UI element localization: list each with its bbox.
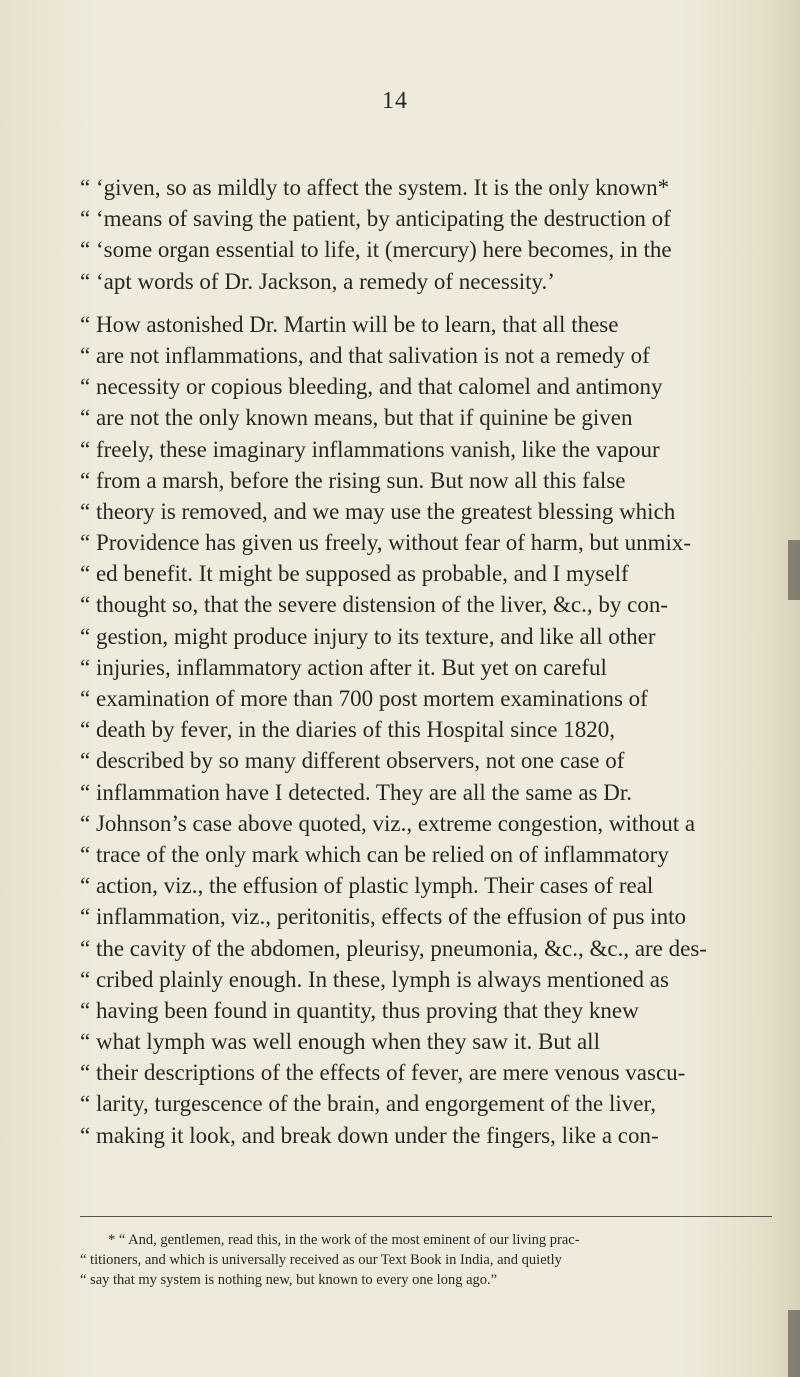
text-line: “ cribed plainly enough. In these, lymph is always mentioned as	[80, 966, 669, 992]
text-line: “ thought so, that the severe distension of the liver, &c., by con-	[80, 592, 668, 618]
text-line: “ gestion, might produce injury to its texture, and like all other	[80, 623, 656, 649]
text-line: “ from a marsh, before the rising sun. But now all this false	[80, 467, 626, 493]
text-line: “ necessity or copious bleeding, and that calomel and antimony	[80, 374, 663, 400]
text-line: “ Providence has given us freely, without fear of harm, but unmix-	[80, 530, 692, 556]
text-line: “ ‘some organ essential to life, it (mercury) here becomes, in the	[80, 237, 672, 263]
text-line: “ making it look, and break down under the fingers, like a con-	[80, 1122, 659, 1148]
text-line: “ examination of more than 700 post mortem examinations of	[80, 686, 648, 711]
footnote-line: “ titioners, and which is universally received as our Text Book in India, and quietly	[80, 1252, 562, 1268]
text-line: “ described by so many different observers, not one case of	[80, 748, 625, 774]
text-line: “ theory is removed, and we may use the greatest blessing which	[80, 498, 676, 524]
text-line: “ are not the only known means, but that if quinine be given	[80, 405, 633, 431]
text-line: “ ed benefit. It might be supposed as probable, and I myself	[80, 561, 629, 587]
text-line: “ action, viz., the effusion of plastic lymph. Their cases of real	[80, 873, 654, 899]
text-line: “ ‘apt words of Dr. Jackson, a remedy of necessity.’	[80, 268, 555, 294]
body-text	[80, 172, 772, 1151]
page-edge-shadow	[788, 1310, 800, 1377]
text-line: “ freely, these imaginary inflammations vanish, like the vapour	[80, 436, 660, 462]
footnote	[80, 1230, 772, 1290]
text-line: “ death by fever, in the diaries of this Hospital since 1820,	[80, 717, 615, 743]
text-line: “ How astonished Dr. Martin will be to learn, that all these	[80, 311, 619, 337]
footnote-line: “ say that my system is nothing new, but known to every one long ago.”	[80, 1272, 498, 1288]
text-line: “ Johnson’s case above quoted, viz., extreme congestion, without a	[80, 810, 696, 836]
text-line: “ ‘means of saving the patient, by anticipating the destruction of	[80, 206, 671, 232]
text-line: “ ‘given, so as mildly to affect the system. It is the only known*	[80, 175, 670, 200]
text-line: “ having been found in quantity, thus proving that they knew	[80, 997, 639, 1023]
text-line: “ their descriptions of the effects of fever, are mere venous vascu-	[80, 1060, 686, 1086]
page-number: 14	[382, 88, 408, 114]
text-line: “ the cavity of the abdomen, pleurisy, pneumonia, &c., &c., are des-	[80, 935, 707, 961]
text-line: “ larity, turgescence of the brain, and engorgement of the liver,	[80, 1091, 656, 1117]
footnote-divider	[80, 1216, 772, 1217]
text-line: “ are not inflammations, and that salivation is not a remedy of	[80, 342, 650, 368]
footnote-line: * “ And, gentlemen, read this, in the work of the most eminent of our living prac-	[108, 1232, 580, 1248]
text-line: “ inflammation, viz., peritonitis, effects of the effusion of pus into	[80, 904, 686, 930]
text-line: “ trace of the only mark which can be relied on of inflammatory	[80, 841, 669, 867]
text-line: “ what lymph was well enough when they saw it. But all	[80, 1029, 600, 1055]
page-edge-shadow	[788, 540, 800, 600]
text-line: “ injuries, inflammatory action after it. But yet on careful	[80, 654, 607, 680]
text-line: “ inflammation have I detected. They are all the same as Dr.	[80, 779, 632, 805]
